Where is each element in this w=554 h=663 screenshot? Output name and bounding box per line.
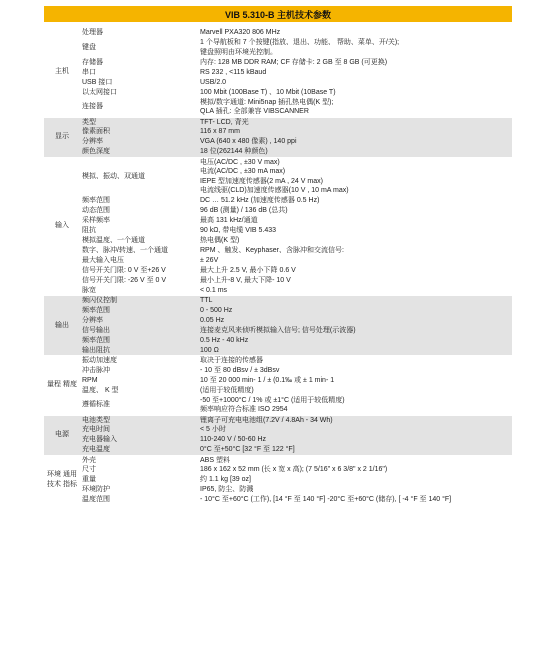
spec-row	[44, 68, 512, 78]
spec-row	[44, 485, 512, 495]
spec-value: 最大上升 2.5 V, 最小下降 0.6 V	[200, 266, 296, 274]
spec-label: 冲击脉冲	[82, 366, 110, 374]
spec-row	[44, 38, 512, 58]
spec-row	[44, 445, 512, 455]
spec-row	[44, 386, 512, 396]
spec-label: 存储器	[82, 58, 103, 66]
spec-value: 10 至 20 000 min- 1 / ± (0.1‰ 或 ± 1 min- 1	[200, 376, 335, 384]
spec-row	[44, 206, 512, 216]
spec-value: 最高 131 kHz/通道	[200, 216, 258, 224]
section-group-label: 主机	[55, 68, 69, 76]
spec-row	[44, 28, 512, 38]
spec-row	[44, 88, 512, 98]
spec-label: 频闪仪控制	[80, 296, 198, 306]
spec-row	[44, 157, 512, 196]
spec-value: 100 Ω	[198, 346, 512, 356]
spec-value: 热电偶(K 型)	[200, 236, 240, 244]
spec-row	[44, 98, 512, 118]
spec-value: USB/2.0	[200, 78, 227, 86]
spec-value: < 5 小时	[198, 425, 512, 435]
spec-row	[44, 326, 512, 336]
section-group-label: 量程 精度	[44, 356, 80, 416]
spec-label: 温度范围	[82, 496, 110, 504]
spec-label: 类型	[80, 117, 198, 127]
spec-row	[44, 366, 512, 376]
spec-row	[44, 58, 512, 68]
spec-label: 以太网接口	[82, 88, 117, 96]
spec-sheet	[44, 6, 512, 505]
spec-row	[44, 286, 512, 296]
spec-row	[44, 475, 512, 485]
spec-value: VGA (640 x 480 像素) , 140 ppi	[198, 137, 512, 147]
spec-label: 处理器	[82, 29, 103, 37]
spec-label: 频率范围	[80, 336, 198, 346]
spec-label: 充电时间	[80, 425, 198, 435]
spec-label: 分辨率	[80, 137, 198, 147]
spec-row	[44, 236, 512, 246]
spec-row	[44, 127, 512, 137]
spec-label: 像素面积	[80, 127, 198, 137]
spec-label: 电池类型	[80, 415, 198, 425]
spec-row	[44, 306, 512, 316]
spec-title: VIB 5.310-B 主机技术参数	[44, 6, 512, 22]
spec-label: 模拟、振动、双通道	[80, 157, 198, 196]
spec-label: 尺寸	[82, 466, 96, 474]
spec-value: 0 - 500 Hz	[198, 306, 512, 316]
spec-label: 频率范围	[80, 306, 198, 316]
section-group-label: 输出	[44, 296, 80, 356]
spec-label: 采样频率	[82, 216, 110, 224]
spec-row	[44, 296, 512, 306]
spec-value: (适用于较低精度)	[200, 386, 254, 394]
spec-value: RPM 、触发、Keyphaser、含脉冲和交流信号:	[200, 246, 344, 254]
spec-label: 最大输入电压	[82, 256, 124, 264]
spec-value: IP65, 防尘、防溅	[200, 486, 254, 494]
spec-value: 18 位(262144 种颜色)	[198, 147, 512, 157]
spec-value: ± 26V	[200, 256, 219, 264]
spec-label: 信号输出	[80, 326, 198, 336]
spec-value: 0°C 至+50°C [32 °F 至 122 °F]	[198, 445, 512, 455]
spec-row	[44, 276, 512, 286]
spec-label: 动态范围	[82, 206, 110, 214]
spec-label: 温度、 K 型	[82, 386, 119, 394]
spec-value: 最小上升-8 V, 最大下降- 10 V	[200, 276, 291, 284]
spec-label: 信号开关门限: -26 V 至 0 V	[82, 276, 167, 284]
spec-label: 环境防护	[82, 486, 110, 494]
spec-value: 0.05 Hz	[198, 316, 512, 326]
spec-value: TFT- LCD, 背光	[198, 117, 512, 127]
spec-value: 取决于连接的传感器	[198, 356, 512, 366]
spec-row	[44, 435, 512, 445]
spec-value: -50 至+1000°C / 1% 或 ±1°C (适用于较低精度) 频率响应符合标准 ISO 2954	[200, 396, 345, 413]
spec-value: 电压(AC/DC , ±30 V max) 电流(AC/DC , ±30 mA max) IEPE 型加速度传感器(2 mA , 24 V max) 电流线驱(CLD)加速度传感器(10 V , 10 mA max)	[198, 157, 512, 196]
spec-row	[44, 147, 512, 157]
spec-label: 脉宽	[82, 286, 96, 294]
spec-value: TTL	[198, 296, 512, 306]
spec-value: RS 232 , <115 kBaud	[200, 68, 267, 76]
spec-row	[44, 455, 512, 465]
spec-value: ABS 塑料	[198, 455, 512, 465]
spec-row	[44, 465, 512, 475]
spec-value: - 10 至 80 dBsv / ± 3dBsv	[200, 366, 280, 374]
spec-value: 110-240 V / 50-60 Hz	[198, 435, 512, 445]
spec-row	[44, 415, 512, 425]
spec-label: 振动加速度	[80, 356, 198, 366]
spec-label: 外壳	[80, 455, 198, 465]
spec-table	[44, 28, 512, 505]
spec-value: DC … 51.2 kHz (加速度传感器 0.5 Hz)	[200, 196, 320, 204]
spec-value: 约 1.1 kg [39 oz]	[200, 476, 251, 484]
spec-row	[44, 137, 512, 147]
spec-label: 充电温度	[80, 445, 198, 455]
spec-value: Marvell PXA320 806 MHz	[200, 29, 281, 37]
spec-label: 分辨率	[80, 316, 198, 326]
spec-table-body	[44, 28, 512, 505]
spec-value: 100 Mbit (100Base T) 、10 Mbit (10Base T)	[200, 88, 336, 96]
spec-row	[44, 246, 512, 256]
spec-row	[44, 256, 512, 266]
section-group-label: 输入	[44, 157, 80, 296]
spec-label: 模拟温度、一个通道	[82, 236, 145, 244]
spec-value: 内存: 128 MB DDR RAM; CF 存储卡: 2 GB 至 8 GB (可更换)	[200, 58, 388, 66]
spec-row	[44, 336, 512, 346]
spec-value: 90 kΩ, 带电缆 VIB 5.433	[200, 226, 277, 234]
spec-label: 串口	[82, 68, 96, 76]
spec-row	[44, 346, 512, 356]
spec-value: 96 dB (测量) / 136 dB (总共)	[200, 206, 288, 214]
spec-value: 模拟/数字通道: Mini5nap 插孔热电偶(K 型); QLA 插孔: 全部兼容 VIBSCANNER	[200, 98, 334, 115]
spec-value: 1 个导航板和 7 个按键(指放、退出、功能、 帮助、菜单、开/关); 键盘照明由环境光控制。	[200, 39, 400, 56]
spec-label: USB 接口	[82, 78, 113, 86]
spec-value: 锂离子可充电电池组(7.2V / 4.8Ah - 34 Wh)	[198, 415, 512, 425]
spec-value: < 0.1 ms	[200, 286, 228, 294]
spec-value: 0.5 Hz - 40 kHz	[198, 336, 512, 346]
spec-value: 连接麦克风来侦听模拟输入信号; 信号处理(示波器)	[198, 326, 512, 336]
spec-row	[44, 356, 512, 366]
spec-row	[44, 216, 512, 226]
spec-row	[44, 226, 512, 236]
spec-label: 重量	[82, 476, 96, 484]
spec-row	[44, 376, 512, 386]
spec-label: 频率范围	[82, 196, 110, 204]
spec-row	[44, 196, 512, 206]
spec-label: 键盘	[82, 44, 96, 51]
spec-label: 充电器输入	[80, 435, 198, 445]
spec-label: 信号开关门限: 0 V 至+26 V	[82, 266, 166, 274]
section-group-label: 显示	[44, 117, 80, 157]
spec-row	[44, 78, 512, 88]
spec-row	[44, 117, 512, 127]
spec-label: 颜色深度	[80, 147, 198, 157]
spec-row	[44, 495, 512, 505]
spec-label: 输出阻抗	[80, 346, 198, 356]
spec-label: RPM	[82, 376, 98, 384]
spec-label: 连接器	[82, 103, 103, 111]
spec-row	[44, 425, 512, 435]
spec-value: 116 x 87 mm	[198, 127, 512, 137]
spec-row	[44, 316, 512, 326]
spec-row	[44, 396, 512, 416]
spec-label: 遵循标准	[82, 401, 110, 409]
spec-label: 阻抗	[82, 226, 96, 234]
section-group-label: 电源	[44, 415, 80, 455]
spec-value: 186 x 162 x 52 mm (长 x 宽 x 高); (7 5/16" x 6 3/8" x 2 1/16")	[200, 466, 388, 474]
spec-value: - 10°C 至+60°C (工作), [14 °F 至 140 °F] -20°C 至+60°C (储存), [ -4 °F 至 140 °F]	[200, 496, 452, 504]
section-group-label: 环境 通用 技术 指标	[44, 455, 80, 505]
spec-label: 数字、脉冲/转速、一个通道	[82, 246, 168, 254]
spec-row	[44, 266, 512, 276]
